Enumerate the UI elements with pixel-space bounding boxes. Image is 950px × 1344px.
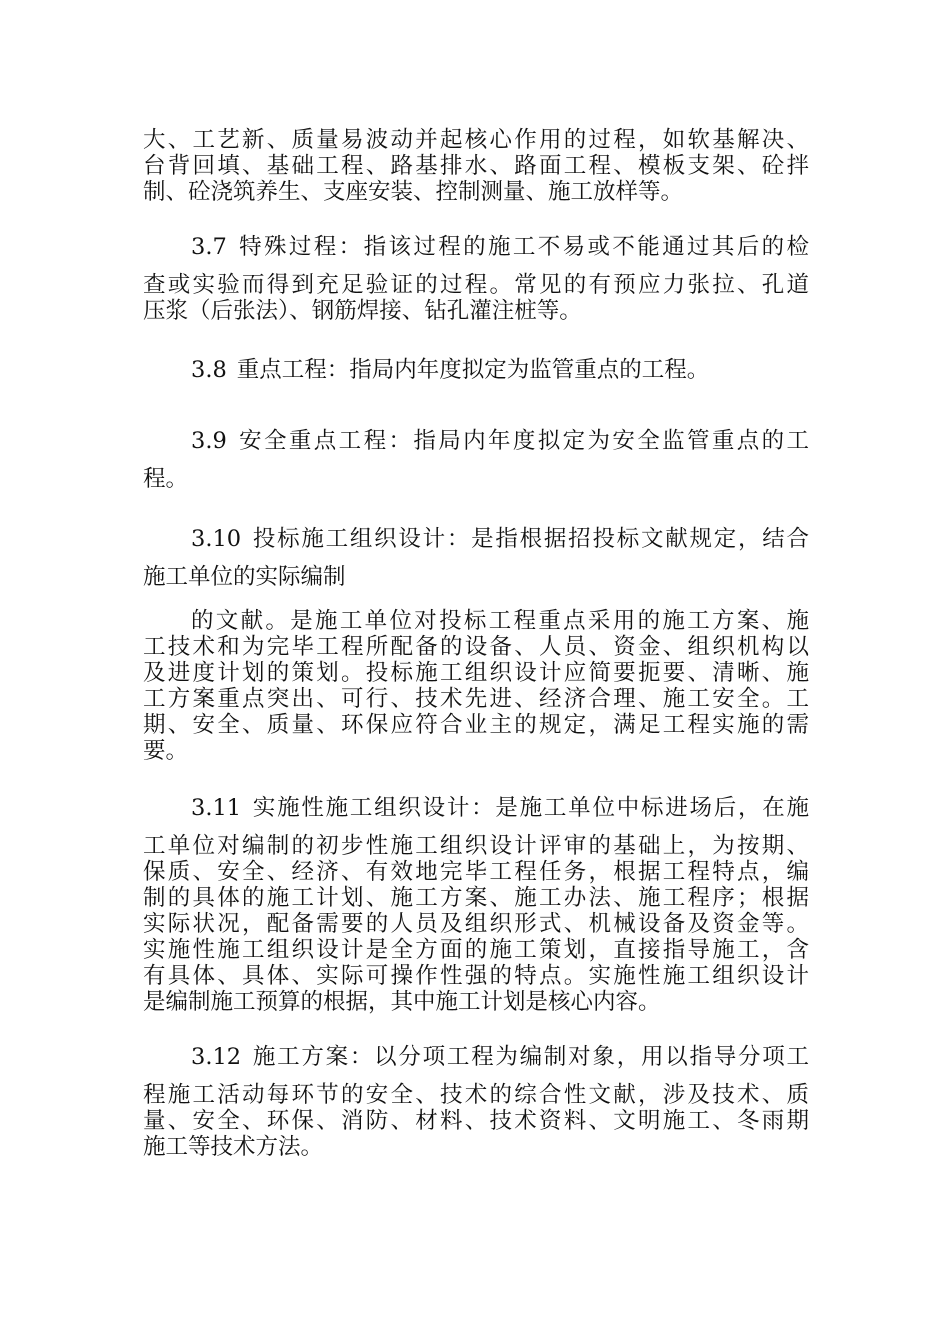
section-3-11-first-line — [191, 795, 809, 821]
paragraph-line: 实际状况，配备需要的人员及组织形式、机械设备及资金等。 — [143, 911, 809, 937]
paragraph-line: 工单位对编制的初步性施工组织设计评审的基础上，为按期、 — [143, 833, 809, 859]
section-3-12-first-line — [191, 1044, 809, 1070]
section-3-10-first-line — [191, 526, 809, 552]
section-number: 3.8 — [191, 357, 227, 383]
paragraph-line: 是编制施工预算的根据，其中施工计划是核心内容。 — [143, 989, 661, 1015]
paragraph-line: 及进度计划的策划。投标施工组织设计应简要扼要、清晰、施 — [143, 660, 809, 686]
paragraph-line: 量、安全、环保、消防、材料、技术资料、文明施工、冬雨期 — [143, 1108, 809, 1134]
paragraph-line: 施工单位的实际编制 — [143, 564, 346, 590]
paragraph-line: 压浆（后张法）、钢筋焊接、钻孔灌注桩等。 — [143, 298, 582, 324]
section-heading-text: 施工方案：以分项工程为编制对象，用以指导分项工 — [251, 1044, 809, 1070]
paragraph-line: 要。 — [143, 738, 189, 764]
section-heading-text: 特殊过程：指该过程的施工不易或不能通过其后的检 — [236, 234, 809, 260]
section-heading-text: 投标施工组织设计：是指根据招投标文献规定，结合 — [251, 526, 809, 552]
section-heading-text: 实施性施工组织设计：是施工单位中标进场后，在施 — [251, 795, 809, 821]
section-number: 3.12 — [191, 1044, 242, 1070]
paragraph-line: 程。 — [143, 466, 189, 492]
paragraph-line: 台背回填、基础工程、路基排水、路面工程、模板支架、砼拌 — [143, 153, 809, 179]
paragraph-line: 程施工活动每环节的安全、技术的综合性文献，涉及技术、质 — [143, 1082, 809, 1108]
paragraph-line: 查或实验而得到充足验证的过程。常见的有预应力张拉、孔道 — [143, 272, 809, 298]
paragraph-line: 工技术和为完毕工程所配备的设备、人员、资金、组织机构以 — [143, 634, 809, 660]
section-number: 3.11 — [191, 795, 242, 821]
paragraph-line: 实施性施工组织设计是全方面的施工策划，直接指导施工，含 — [143, 937, 809, 963]
section-3-8-first-line — [191, 357, 809, 383]
section-number: 3.9 — [191, 428, 227, 454]
paragraph-first-line: 的文献。是施工单位对投标工程重点采用的施工方案、施 — [191, 608, 809, 634]
section-number: 3.7 — [191, 234, 227, 260]
section-3-9-first-line — [191, 428, 809, 454]
paragraph-line: 大、工艺新、质量易波动并起核心作用的过程，如软基解决、 — [143, 127, 809, 153]
section-number: 3.10 — [191, 526, 242, 552]
paragraph-line: 保质、安全、经济、有效地完毕工程任务，根据工程特点，编 — [143, 859, 809, 885]
paragraph-line: 制、砼浇筑养生、支座安装、控制测量、施工放样等。 — [143, 179, 684, 205]
section-3-7-first-line — [191, 234, 809, 260]
paragraph-line: 施工等技术方法。 — [143, 1134, 324, 1160]
paragraph-line: 制的具体的施工计划、施工方案、施工办法、施工程序；根据 — [143, 885, 809, 911]
paragraph-line: 工方案重点突出、可行、技术先进、经济合理、施工安全。工 — [143, 686, 809, 712]
paragraph-line: 期、安全、质量、环保应符合业主的规定，满足工程实施的需 — [143, 712, 809, 738]
section-heading-text: 安全重点工程：指局内年度拟定为安全监管重点的工 — [236, 428, 809, 454]
paragraph-line: 有具体、具体、实际可操作性强的特点。实施性施工组织设计 — [143, 963, 809, 989]
section-heading-text: 重点工程：指局内年度拟定为监管重点的工程。 — [236, 357, 710, 383]
